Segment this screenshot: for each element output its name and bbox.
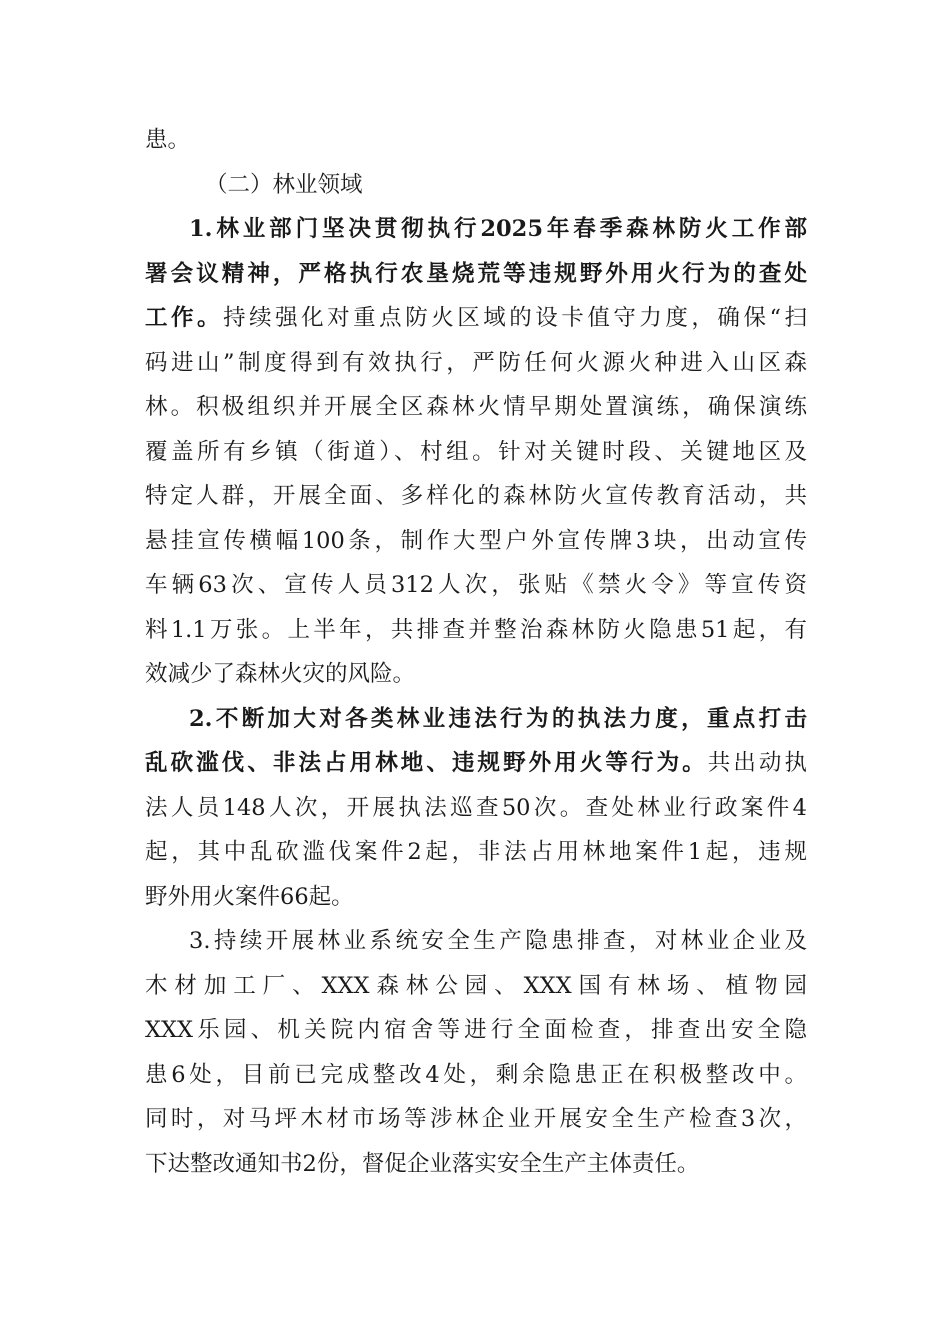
body-text: 覆盖所有乡镇（街道）、村组。针对关键时段、关键地区及 <box>145 438 807 465</box>
body-text: 悬挂宣传横幅100条，制作大型户外宣传牌3块，出动宣传 <box>145 527 807 554</box>
body-text: 木材加工厂、XXX森林公园、XXX国有林场、植物园 <box>145 972 807 999</box>
body-text: 患。 <box>145 127 191 153</box>
paragraph-p1-heading <box>145 163 807 208</box>
bold-text: 2.不断加大对各类林业违法行为的执法力度，重点打击 <box>189 705 807 732</box>
body-text: 特定人群，开展全面、多样化的森林防火宣传教育活动，共 <box>145 483 807 509</box>
body-text: 患6处，目前已完成整改4处，剩余隐患正在积极整改中。 <box>145 1061 807 1088</box>
body-text: 下达整改通知书2份，督促企业落实安全生产主体责任。 <box>145 1150 700 1177</box>
text-line <box>145 519 807 564</box>
body-text: 3.持续开展林业系统安全生产隐患排查，对林业企业及 <box>189 928 807 954</box>
body-text: 码进山”制度得到有效执行，严防任何火源火种进入山区森 <box>145 349 807 376</box>
paragraph-p3 <box>145 697 807 920</box>
text-line <box>145 697 807 742</box>
body-text: （二）林业领域 <box>205 171 363 198</box>
text-line <box>145 385 807 430</box>
document-page <box>145 118 807 1186</box>
text-line <box>145 830 807 875</box>
text-line <box>145 207 807 252</box>
text-line <box>145 919 807 964</box>
body-text: 同时，对马坪木材市场等涉林企业开展安全生产检查3次， <box>145 1106 807 1132</box>
body-text: 野外用火案件66起。 <box>145 883 354 910</box>
bold-text: 工作。 <box>145 305 224 331</box>
text-line <box>145 1097 807 1142</box>
text-line <box>145 163 807 208</box>
text-line <box>145 875 807 920</box>
bold-text: 署会议精神，严格执行农垦烧荒等违规野外用火行为的查处 <box>145 260 807 287</box>
text-line <box>145 474 807 519</box>
text-line <box>145 1053 807 1098</box>
text-line <box>145 1008 807 1053</box>
text-line <box>145 964 807 1009</box>
body-text: 起，其中乱砍滥伐案件2起，非法占用林地案件1起，违规 <box>145 839 807 865</box>
body-text: 林。积极组织并开展全区森林火情早期处置演练，确保演练 <box>145 394 807 420</box>
text-line <box>145 741 807 786</box>
paragraph-p0 <box>145 118 807 163</box>
text-line <box>145 118 807 163</box>
text-line <box>145 1142 807 1187</box>
body-text: 持续强化对重点防火区域的设卡值守力度，确保“扫 <box>223 305 807 331</box>
body-text: 效减少了森林火灾的风险。 <box>145 661 416 687</box>
bold-text: 乱砍滥伐、非法占用林地、违规野外用火等行为。 <box>145 750 708 776</box>
document-body <box>145 118 807 1186</box>
paragraph-p4 <box>145 919 807 1186</box>
paragraph-p2 <box>145 207 807 697</box>
body-text: 法人员148人次，开展执法巡查50次。查处林业行政案件4 <box>145 794 807 821</box>
text-line <box>145 252 807 297</box>
text-line <box>145 563 807 608</box>
text-line <box>145 296 807 341</box>
body-text: 料1.1万张。上半年，共排查并整治森林防火隐患51起，有 <box>145 616 807 643</box>
text-line <box>145 786 807 831</box>
text-line <box>145 341 807 386</box>
bold-text: 1.林业部门坚决贯彻执行2025年春季森林防火工作部 <box>189 216 807 242</box>
text-line <box>145 430 807 475</box>
text-line <box>145 608 807 653</box>
text-line <box>145 652 807 697</box>
body-text: 车辆63次、宣传人员312人次，张贴《禁火令》等宣传资 <box>145 572 807 598</box>
body-text: XXX乐园、机关院内宿舍等进行全面检查，排查出安全隐 <box>145 1017 807 1043</box>
body-text: 共出动执 <box>707 750 807 776</box>
